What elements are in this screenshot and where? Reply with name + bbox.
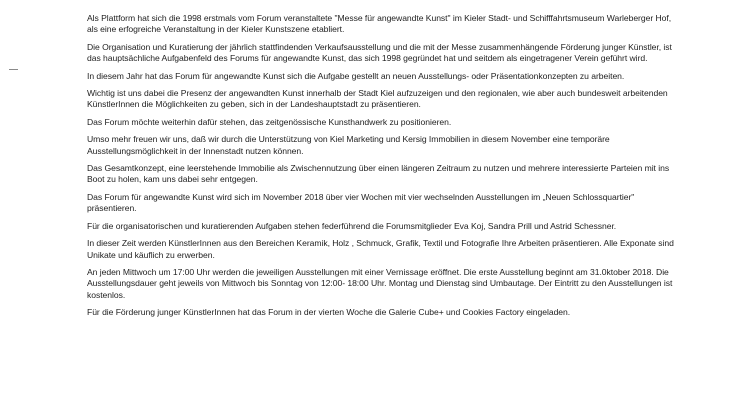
- paragraph-kuratierung: Für die organisatorischen und kuratierenden Aufgaben stehen federführend die Forumsmitglieder Eva Koj, Sandra Prill und Astrid Schessner.: [87, 220, 617, 231]
- paragraph-bereiche: In dieser Zeit werden KünstlerInnen aus den Bereichen Keramik, Holz , Schmuck, Grafik, Textil und Fotografie Ihre Arbeiten präsentieren. Alle Exponate sind Unikate und käuflich zu erwerben.: [87, 238, 674, 260]
- paragraph-positionieren: Das Forum möchte weiterhin dafür stehen, das zeitgenössische Kunsthandwerk zu positionieren.: [87, 116, 452, 127]
- paragraph-presenz: Wichtig ist uns dabei die Presenz der angewandten Kunst innerhalb der Stadt Kiel aufzuzeigen und den regionalen, wie aber auch bundesweit arbeitenden KünstlerInnen die Möglichkeiten zu geben, sich in der Landeshauptstadt zu präsentieren.: [87, 88, 668, 110]
- side-dash-marker: [9, 69, 18, 70]
- paragraph-unterstuetzung: Umso mehr freuen wir uns, daß wir durch die Unterstützung von Kiel Marketing und Kersig Immobilien in diesem November eine temporäre Ausstellungsmöglichkeit in der Innenstadt nutzen können.: [87, 134, 610, 156]
- article-body: [87, 0, 677, 325]
- paragraph-foerderung: Für die Förderung junger KünstlerInnen hat das Forum in der vierten Woche die Galerie Cube+ und Cookies Factory eingeladen.: [87, 307, 571, 318]
- paragraph-messe: Als Plattform hat sich die 1998 erstmals vom Forum veranstaltete "Messe für angewandte Kunst" im Kieler Stadt- und Schifffahrtsmuseum Warleberger Hof, als eine erfogreiche Veranstaltung in der Kieler Kunstszene etabliert.: [87, 13, 672, 35]
- paragraph-november: Das Forum für angewandte Kunst wird sich im November 2018 über vier Wochen mit vier wechselnden Ausstellungen im „Neuen Schlossquartier" präsentieren.: [87, 191, 635, 214]
- paragraph-aufgabe: In diesem Jahr hat das Forum für angewandte Kunst sich die Aufgabe gestellt an neuen Ausstellungs- oder Präsentationkonzepten zu arbeiten.: [87, 70, 625, 81]
- paragraph-vernissage: An jeden Mittwoch um 17:00 Uhr werden die jeweiligen Ausstellungen mit einer Vernissage eröffnet. Die erste Ausstellung beginnt am 31.0ktober 2018. Die Ausstellungsdauer geht jeweils von Mittwoch bis Sonntag von 12:00- 18:00 Uhr. Montag und Dienstag sind Umbautage. Der Eintritt zu den Ausstellungen ist kostenlos.: [87, 266, 673, 300]
- paragraph-gesamtkonzept: Das Gesamtkonzept, eine leerstehende Immobilie als Zwischennutzung über einen längeren Zeitraum zu nutzen und mehrere interessierte Parteien mit ins Boot zu holen, kam uns dabei sehr entgegen.: [87, 163, 670, 185]
- paragraph-organisation: Die Organisation und Kuratierung der jährlich stattfindenden Verkaufsausstellung und die mit der Messe zusammenhängende Förderung junger Künstler, ist das hauptsächliche Aufgabenfeld des Forums für angewandte Kunst, das sich 1998 gegründet hat und seitdem als eingetragener Verein geführt wird.: [87, 41, 672, 64]
